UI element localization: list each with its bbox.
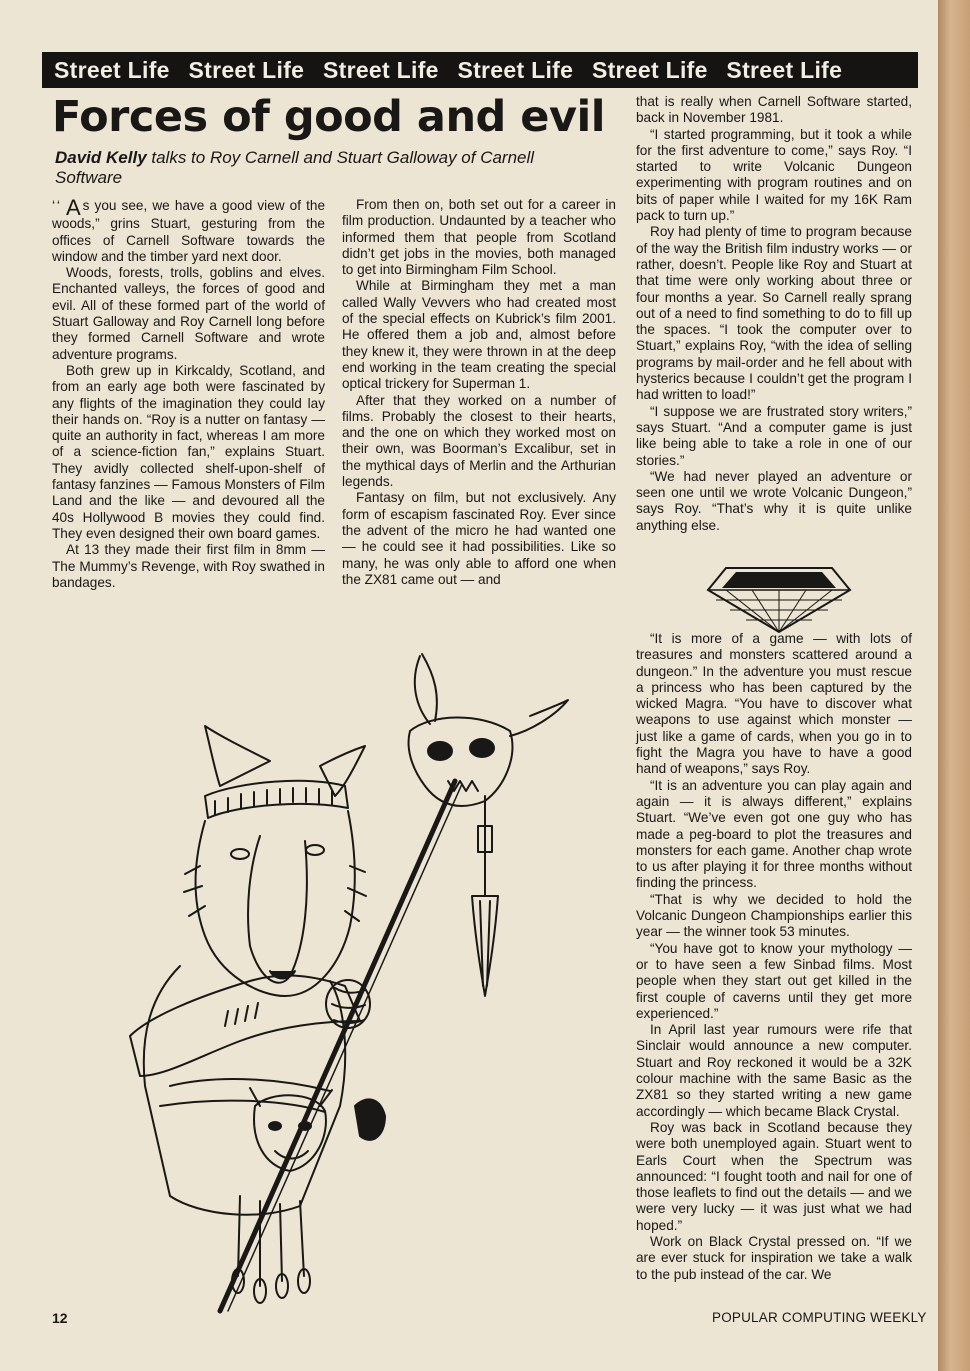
article-column-2 bbox=[342, 197, 616, 588]
headline: Forces of good and evil bbox=[52, 92, 605, 142]
paragraph: “I started programming, but it took a while for the first adventure to come,” says Roy. “I started to write Volcanic Dungeon experimenting with program routines and on bits of paper while I waited for my 16K Ram pack to turn up.” bbox=[636, 126, 912, 224]
paragraph: While at Birmingham they met a man called Wally Vevvers who had created most of the special effects on Kubrick’s film 2001. He offered them a job and, almost before they knew it, they were thrown in at the deep end working in the team creating the special optical trickery for Superman 1. bbox=[342, 278, 616, 392]
banner-label: Street Life bbox=[457, 57, 574, 83]
paragraph: From then on, both set out for a career in film production. Undaunted by a teacher who informed them that people from Scotland didn’t get jobs in the movies, both managed to get into Birmingham Film School. bbox=[342, 197, 616, 278]
byline-author: David Kelly bbox=[55, 148, 147, 167]
article-column-3-top bbox=[636, 94, 912, 534]
paragraph: Fantasy on film, but not exclusively. Any form of escapism fascinated Roy. Ever since the advent of the micro he had wanted one — he could see it had possibilities. Like so many, he was only able to afford one when the ZX81 came out — and bbox=[342, 490, 616, 587]
paragraph: Roy had plenty of time to program because of the way the British film industry works — or rather, doesn’t. People like Roy and Stuart at that time were only working about three or four months a year. So Carnell really sprang out of a need to find something to do to fill up the spaces. “I took the computer over to Stuart,” explains Roy, “with the idea of selling programs by mail-order and he fell about with hysterics because I couldn’t get the program I had written to load!” bbox=[636, 224, 912, 403]
banner-label: Street Life bbox=[726, 57, 843, 83]
facing-page-edge bbox=[938, 0, 970, 1371]
paragraph: “I suppose we are frustrated story writers,” says Stuart. “And a computer game is just like being able to take a role in one of our stories.” bbox=[636, 403, 912, 468]
paragraph: At 13 they made their first film in 8mm — The Mummy’s Revenge, with Roy swathed in bandages. bbox=[52, 542, 325, 590]
banner-label: Street Life bbox=[54, 57, 170, 83]
magazine-masthead: POPULAR COMPUTING WEEKLY bbox=[712, 1310, 927, 1325]
paragraph: “You have got to know your mythology — or to have seen a few Sinbad films. Most people when they start out get killed in the first couple of caverns until they get more experienced.” bbox=[636, 940, 912, 1021]
wolf-warrior-illustration bbox=[110, 636, 600, 1316]
paragraph: “It is an adventure you can play again and again — it is always different,” explains Stuart. “We’ve even got one guy who has made a peg-board to plot the treasures and monsters for each game. Another chap wrote to us after playing it for three months without finding the princess. bbox=[636, 777, 912, 891]
paragraph: ‘‘ A s you see, we have a good view of the woods,” grins Stuart, gesturing from the offices of Carnell Software towards the window and the timber yard next door. bbox=[52, 195, 325, 264]
article-column-1 bbox=[52, 197, 325, 591]
carnell-crystal-logo bbox=[706, 566, 852, 634]
banner-label: Street Life bbox=[322, 57, 439, 83]
paragraph: Work on Black Crystal pressed on. “If we are ever stuck for inspiration we take a walk to the pub instead of the car. We bbox=[636, 1233, 912, 1282]
page-number: 12 bbox=[52, 1310, 68, 1326]
paragraph: “That is why we decided to hold the Volcanic Dungeon Championships earlier this year — the winner took 53 minutes. bbox=[636, 891, 912, 940]
paragraph: Woods, forests, trolls, goblins and elves. Enchanted valleys, the forces of good and evil. All of these formed part of the world of Stuart Galloway and Roy Carnell long before they formed Carnell Software and wrote adventure programs. bbox=[52, 265, 325, 362]
paragraph: “It is more of a game — with lots of treasures and monsters scattered around a dungeon.” In the adventure you must rescue a princess who has been captured by the wicked Magra. “You have to discover what weapons to use against which monster — just like a game of cards, when you go in to fight the Magra you have to have a good hand of weapons,” says Roy. bbox=[636, 631, 912, 777]
paragraph: that is really when Carnell Software started, back in November 1981. bbox=[636, 94, 912, 126]
banner-label: Street Life bbox=[591, 57, 708, 83]
standfirst-text: talks to Roy Carnell and Stuart Galloway of Carnell Software bbox=[55, 148, 535, 187]
paragraph: Both grew up in Kirkcaldy, Scotland, and from an early age both were fascinated by any flights of the imagination they could lay their hands on. “Roy is a nutter on fantasy — quite an authority in fact, whereas I am more of a science-fiction fan,” explains Stuart. They avidly collected shelf-upon-shelf of fantasy fanzines — Famous Monsters of Film Land and the like — and devoured all the 40s Hollywood B movies they could find. They even designed their own board games. bbox=[52, 362, 325, 541]
banner-label: Street Life bbox=[188, 57, 305, 83]
article-column-3-bottom bbox=[636, 631, 912, 1283]
section-banner bbox=[42, 52, 918, 88]
paragraph: Roy was back in Scotland because they were both unemployed again. Stuart went to Earls Court when the Spectrum was announced: “I fought tooth and nail for one of those leaflets to find out the details — and we were very lucky — it was just what we had hoped.” bbox=[636, 1119, 912, 1233]
standfirst bbox=[55, 148, 575, 188]
paragraph: In April last year rumours were rife that Sinclair would announce a new computer. Stuart and Roy reckoned it would be a 32K colour machine with the same Basic as the ZX81 so they started writing a new game accordingly — which became Black Crystal. bbox=[636, 1022, 912, 1119]
paragraph: “We had never played an adventure or seen one until we wrote Volcanic Dungeon,” says Roy. “That’s why it is quite unlike anything else. bbox=[636, 468, 912, 533]
paragraph: After that they worked on a number of films. Probably the closest to their hearts, and the one on which they worked most on their own, was Boorman’s Excalibur, set in the mythical days of Merlin and the Arthurian legends. bbox=[342, 392, 616, 490]
